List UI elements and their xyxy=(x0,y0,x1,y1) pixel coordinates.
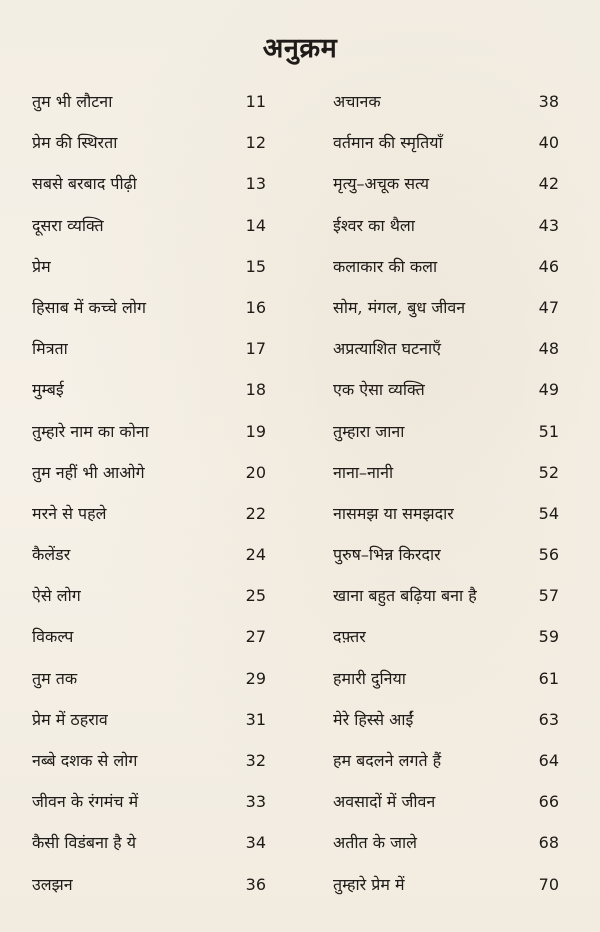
toc-entry xyxy=(32,663,266,704)
toc-entry xyxy=(32,168,266,209)
toc-entry-title: मरने से पहले xyxy=(32,503,107,523)
toc-entry-page-number: 54 xyxy=(538,503,559,523)
toc-entry-page-number: 57 xyxy=(538,586,559,606)
toc-entry-page-number: 36 xyxy=(245,874,266,894)
toc-entry-title: कलाकार की कला xyxy=(333,256,438,276)
toc-entry-page-number: 27 xyxy=(245,627,266,647)
toc-entry-page-number: 25 xyxy=(245,586,266,606)
toc-entry xyxy=(32,333,266,374)
toc-entry-title: तुम्हारे नाम का कोना xyxy=(32,421,149,441)
toc-entry-title: प्रेम xyxy=(32,256,51,276)
page-title: अनुक्रम xyxy=(262,33,338,64)
toc-entry-page-number: 63 xyxy=(538,709,559,729)
toc-entry-title: तुम्हारे प्रेम में xyxy=(333,874,405,894)
toc-entry xyxy=(333,333,559,374)
toc-entry xyxy=(32,374,266,415)
toc-entry-page-number: 16 xyxy=(245,297,266,317)
toc-entry-page-number: 31 xyxy=(245,709,266,729)
toc-entry xyxy=(32,621,266,662)
toc-entry-page-number: 13 xyxy=(245,174,266,194)
toc-entry-page-number: 15 xyxy=(245,256,266,276)
toc-entry-title: ऐसे लोग xyxy=(32,586,81,606)
toc-entry-page-number: 48 xyxy=(538,339,559,359)
toc-entry-title: अप्रत्याशित घटनाएँ xyxy=(333,339,442,359)
toc-entry xyxy=(32,457,266,498)
toc-entry-page-number: 56 xyxy=(538,545,559,565)
toc-entry-page-number: 68 xyxy=(538,833,559,853)
toc-entry-title: कैसी विडंबना है ये xyxy=(32,833,137,853)
toc-entry-title: नासमझ या समझदार xyxy=(333,503,454,523)
toc-entry-title: मेरे हिस्से आईं xyxy=(333,709,414,729)
toc-entry xyxy=(32,416,266,457)
toc-entry-page-number: 11 xyxy=(245,92,266,111)
toc-entry-title: हमारी दुनिया xyxy=(333,668,406,688)
toc-entry-title: उलझन xyxy=(32,874,73,894)
toc-entry-page-number: 52 xyxy=(538,462,559,482)
toc-entry-page-number: 18 xyxy=(245,380,266,400)
toc-entry xyxy=(32,292,266,333)
toc-entry-title: एक ऐसा व्यक्ति xyxy=(333,380,425,400)
toc-entry xyxy=(32,86,266,127)
toc-entry-page-number: 24 xyxy=(245,545,266,565)
toc-entry xyxy=(333,580,559,621)
toc-entry-page-number: 19 xyxy=(245,421,266,441)
toc-entry-page-number: 38 xyxy=(538,92,559,111)
toc-entry xyxy=(333,168,559,209)
toc-entry-page-number: 40 xyxy=(538,133,559,153)
toc-entry xyxy=(32,127,266,168)
toc-entry-title: नब्बे दशक से लोग xyxy=(32,751,138,770)
toc-entry-page-number: 32 xyxy=(245,751,266,770)
toc-right-column xyxy=(333,86,559,910)
toc-entry-title: जीवन के रंगमंच में xyxy=(32,792,139,812)
toc-entry-title: तुम भी लौटना xyxy=(32,92,113,111)
toc-entry xyxy=(333,416,559,457)
toc-entry-page-number: 29 xyxy=(245,668,266,688)
toc-entry-title: दफ़्तर xyxy=(333,627,366,647)
toc-entry xyxy=(32,539,266,580)
toc-entry-title: अवसादों में जीवन xyxy=(333,792,436,812)
toc-entry xyxy=(333,539,559,580)
toc-entry-page-number: 49 xyxy=(538,380,559,400)
toc-entry-title: मृत्यु–अचूक सत्य xyxy=(333,174,429,194)
toc-entry xyxy=(333,745,559,786)
toc-entry xyxy=(32,745,266,786)
toc-entry-page-number: 33 xyxy=(245,792,266,812)
toc-entry xyxy=(333,869,559,910)
toc-entry-title: प्रेम में ठहराव xyxy=(32,709,108,729)
toc-entry xyxy=(333,127,559,168)
toc-entry xyxy=(32,498,266,539)
toc-entry-page-number: 46 xyxy=(538,256,559,276)
toc-entry-title: मुम्बई xyxy=(32,380,64,400)
toc-entry-title: अचानक xyxy=(333,92,381,111)
toc-entry-title: विकल्प xyxy=(32,627,74,647)
toc-entry-page-number: 64 xyxy=(538,751,559,770)
toc-entry-title: तुम्हारा जाना xyxy=(333,421,405,441)
toc-entry xyxy=(333,86,559,127)
toc-entry-page-number: 14 xyxy=(245,215,266,235)
toc-entry-title: कैलेंडर xyxy=(32,545,71,565)
toc-entry xyxy=(32,786,266,827)
toc-entry-title: नाना–नानी xyxy=(333,462,394,482)
toc-entry xyxy=(333,498,559,539)
toc-entry-title: दूसरा व्यक्ति xyxy=(32,215,104,235)
toc-entry-title: पुरुष–भिन्न किरदार xyxy=(333,545,441,565)
toc-entry xyxy=(333,292,559,333)
toc-entry-title: प्रेम की स्थिरता xyxy=(32,133,118,153)
toc-entry-title: तुम तक xyxy=(32,668,78,688)
toc-entry-page-number: 34 xyxy=(245,833,266,853)
toc-entry-title: मित्रता xyxy=(32,339,68,359)
toc-entry xyxy=(333,457,559,498)
toc-entry xyxy=(333,663,559,704)
toc-entry-title: हम बदलने लगते हैं xyxy=(333,751,442,770)
toc-entry xyxy=(32,580,266,621)
toc-entry-page-number: 43 xyxy=(538,215,559,235)
toc-entry xyxy=(32,704,266,745)
toc-entry xyxy=(333,704,559,745)
toc-entry xyxy=(32,251,266,292)
toc-entry-title: अतीत के जाले xyxy=(333,833,417,853)
toc-entry-page-number: 47 xyxy=(538,297,559,317)
toc-entry-title: हिसाब में कच्चे लोग xyxy=(32,297,147,317)
toc-entry-page-number: 70 xyxy=(538,874,559,894)
toc-entry-title: सोम, मंगल, बुध जीवन xyxy=(333,297,466,317)
toc-entry-page-number: 42 xyxy=(538,174,559,194)
toc-entry xyxy=(333,251,559,292)
toc-entry xyxy=(32,210,266,251)
toc-entry xyxy=(333,621,559,662)
toc-entry xyxy=(32,827,266,868)
toc-entry-page-number: 12 xyxy=(245,133,266,153)
toc-left-column xyxy=(32,86,266,910)
toc-entry-page-number: 66 xyxy=(538,792,559,812)
toc-entry xyxy=(333,786,559,827)
toc-entry-title: ईश्वर का थैला xyxy=(333,215,415,235)
toc-entry-page-number: 20 xyxy=(245,462,266,482)
toc-entry xyxy=(333,827,559,868)
toc-entry-page-number: 51 xyxy=(538,421,559,441)
toc-entry-title: सबसे बरबाद पीढ़ी xyxy=(32,174,137,194)
toc-entry-page-number: 22 xyxy=(245,503,266,523)
toc-entry-title: वर्तमान की स्मृतियाँ xyxy=(333,133,443,153)
toc-entry xyxy=(32,869,266,910)
toc-entry-page-number: 59 xyxy=(538,627,559,647)
toc-entry-title: तुम नहीं भी आओगे xyxy=(32,462,145,482)
toc-entry-page-number: 61 xyxy=(538,668,559,688)
toc-entry xyxy=(333,374,559,415)
toc-entry-title: खाना बहुत बढ़िया बना है xyxy=(333,586,477,606)
toc-entry xyxy=(333,210,559,251)
toc-entry-page-number: 17 xyxy=(245,339,266,359)
